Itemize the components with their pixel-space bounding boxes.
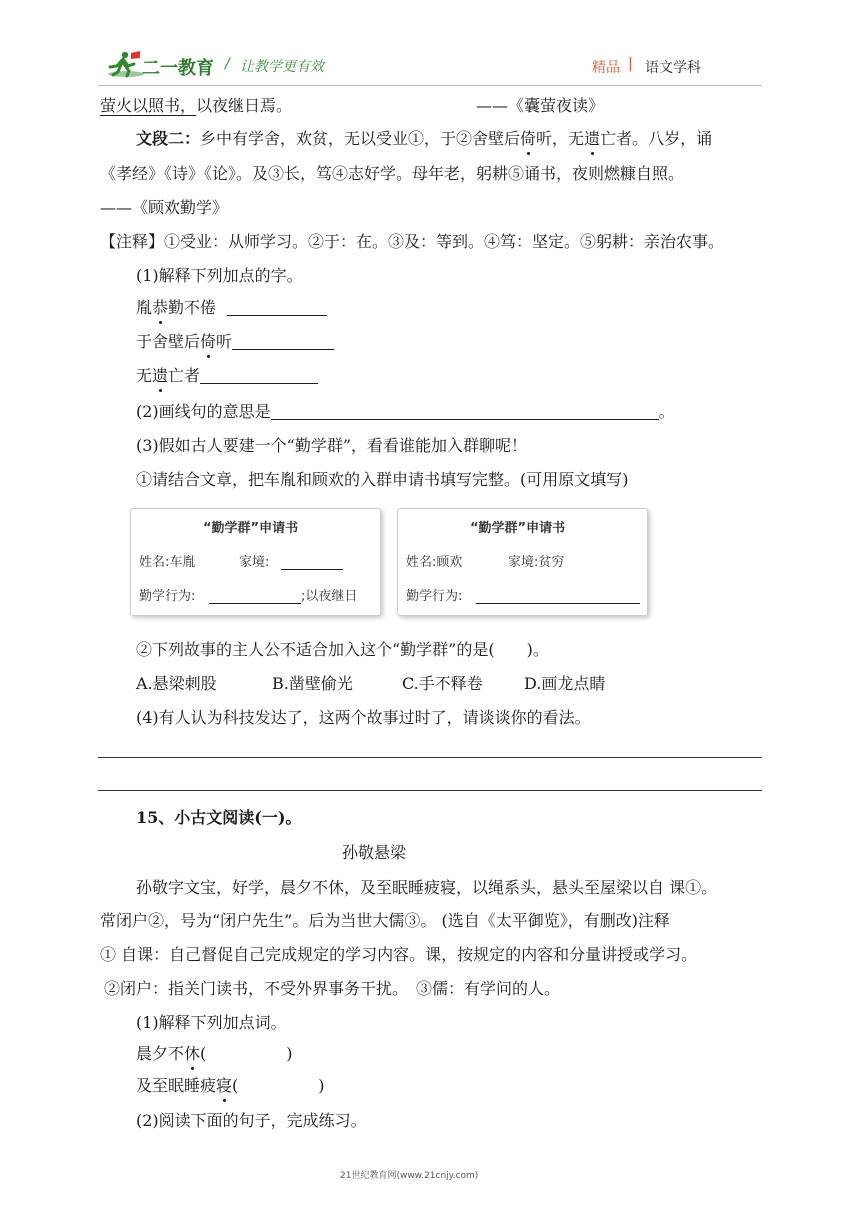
- underlined-sentence: 萤火以照书，: [100, 96, 197, 115]
- q3-prompt: (3)假如古人要建一个“勤学群”，看看谁能加入群聊呢！: [136, 436, 528, 455]
- answer-line[interactable]: [98, 790, 762, 791]
- q15-note2: ②闭户：指关门读书，不受外界事务干扰。 ③儒：有学问的人。: [104, 979, 561, 998]
- q1-prompt: (1)解释下列加点的字。: [136, 266, 303, 285]
- tag-separator: |: [628, 56, 633, 72]
- card-title: “勤学群”申请书: [203, 521, 299, 536]
- answer-blank[interactable]: [227, 299, 327, 316]
- q1-item-c: 无遗亡者: [136, 366, 318, 386]
- application-card-guhuan: [397, 508, 648, 616]
- dotted-char: 休: [184, 1044, 201, 1063]
- passage2-source: ——《顾欢勤学》: [100, 198, 229, 217]
- passage1-source: ——《囊萤夜读》: [476, 96, 605, 115]
- q15-sq2: (2)阅读下面的句子，完成练习。: [136, 1111, 367, 1130]
- q3-sub1: ①请结合文章，把车胤和顾欢的入群申请书填写完整。(可用原文填写): [136, 470, 629, 489]
- q15-sq1: (1)解释下列加点词。: [136, 1013, 287, 1032]
- q2-line: (2)画线句的意思是 。: [136, 402, 675, 421]
- answer-blank[interactable]: [200, 367, 318, 384]
- answer-blank[interactable]: [232, 333, 334, 350]
- passage2-line1: 文段二：乡中有学舍，欢贫，无以受业①，于②舍壁后倚听，无遗亡者。八岁，诵: [136, 129, 713, 148]
- dotted-char: 倚: [200, 332, 217, 351]
- card-name: 姓名:车胤: [139, 555, 196, 570]
- q4-prompt: (4)有人认为科技发达了，这两个故事过时了，请谈谈你的看法。: [136, 708, 591, 727]
- answer-line[interactable]: [98, 757, 762, 758]
- logo: [104, 50, 216, 80]
- q1-item-b: 于舍壁后倚听: [136, 332, 334, 352]
- subject-label: 语文学科: [645, 60, 701, 76]
- card-act-suffix: ;以夜继日: [301, 589, 358, 604]
- passage1-tail: 萤火以照书，以夜继日焉。: [100, 96, 293, 115]
- dotted-char: 遗: [152, 366, 169, 385]
- card-home: 家境:贫穷: [508, 555, 565, 570]
- answer-paren[interactable]: ( ): [232, 1076, 325, 1095]
- act-blank[interactable]: [476, 589, 640, 604]
- option-b[interactable]: B.凿壁偷光: [272, 674, 353, 693]
- q15-note1: ① 自课：自己督促自己完成规定的学习内容。课，按规定的内容和分量讲授或学习。: [100, 945, 698, 964]
- card-title: “勤学群”申请书: [470, 521, 566, 536]
- quality-tag: 精品: [592, 60, 620, 76]
- q15-word1: 晨夕不休( ): [136, 1044, 293, 1063]
- q1-item-a: 胤恭勤不倦: [136, 298, 327, 318]
- option-a[interactable]: A.悬梁刺股: [136, 674, 217, 693]
- dotted-char: 遗: [584, 129, 601, 148]
- q3-sub2-prompt: ②下列故事的主人公不适合加入这个“勤学群”的是( )。: [136, 640, 549, 659]
- dotted-char: 倚: [520, 129, 537, 148]
- card-name: 姓名:顾欢: [406, 555, 463, 570]
- q15-heading: 15、小古文阅读(一)。: [136, 808, 302, 827]
- logo-text: 二一教育: [142, 58, 214, 79]
- slogan-separator: /: [225, 56, 230, 72]
- slogan: 让教学更有效: [240, 59, 324, 75]
- home-blank[interactable]: [281, 555, 343, 570]
- dotted-char: 寝: [216, 1076, 233, 1095]
- q2-prompt: (2)画线句的意思是: [136, 402, 271, 421]
- q15-para2: 常闭户②，号为“闭户先生”。后为当世大儒③。 (选自《太平御览》，有删改)注释: [100, 911, 670, 930]
- option-c[interactable]: C.手不释卷: [402, 674, 483, 693]
- dotted-char: 恭: [152, 298, 169, 317]
- answer-paren[interactable]: ( ): [200, 1044, 293, 1063]
- card-act-label: 勤学行为:: [139, 589, 196, 604]
- footer: 21世纪教育网(www.21cnjy.com): [340, 1171, 479, 1181]
- q15-title: 孙敬悬梁: [342, 843, 407, 862]
- answer-blank[interactable]: [271, 403, 659, 420]
- card-act-label: 勤学行为:: [406, 589, 463, 604]
- q15-para1: 孙敬字文宝，好学，晨夕不休，及至眠睡疲寝，以绳系头，悬头至屋梁以自 课①。: [136, 878, 718, 897]
- option-d[interactable]: D.画龙点睛: [524, 674, 606, 693]
- card-home-label: 家境:: [239, 555, 270, 570]
- notes: 【注释】①受业：从师学习。②于：在。③及：等到。④笃：坚定。⑤躬耕：亲治农事。: [100, 232, 725, 251]
- passage2-label: 文段二：: [136, 129, 201, 148]
- passage2-line2: 《孝经》《诗》《论》。及③长，笃④志好学。母年老，躬耕⑤诵书，夜则燃糠自照。: [100, 164, 685, 183]
- header-divider: [98, 85, 762, 86]
- q15-word2: 及至眠睡疲寝( ): [136, 1076, 325, 1095]
- act-blank[interactable]: [209, 589, 301, 604]
- application-card-cheyin: [130, 508, 381, 616]
